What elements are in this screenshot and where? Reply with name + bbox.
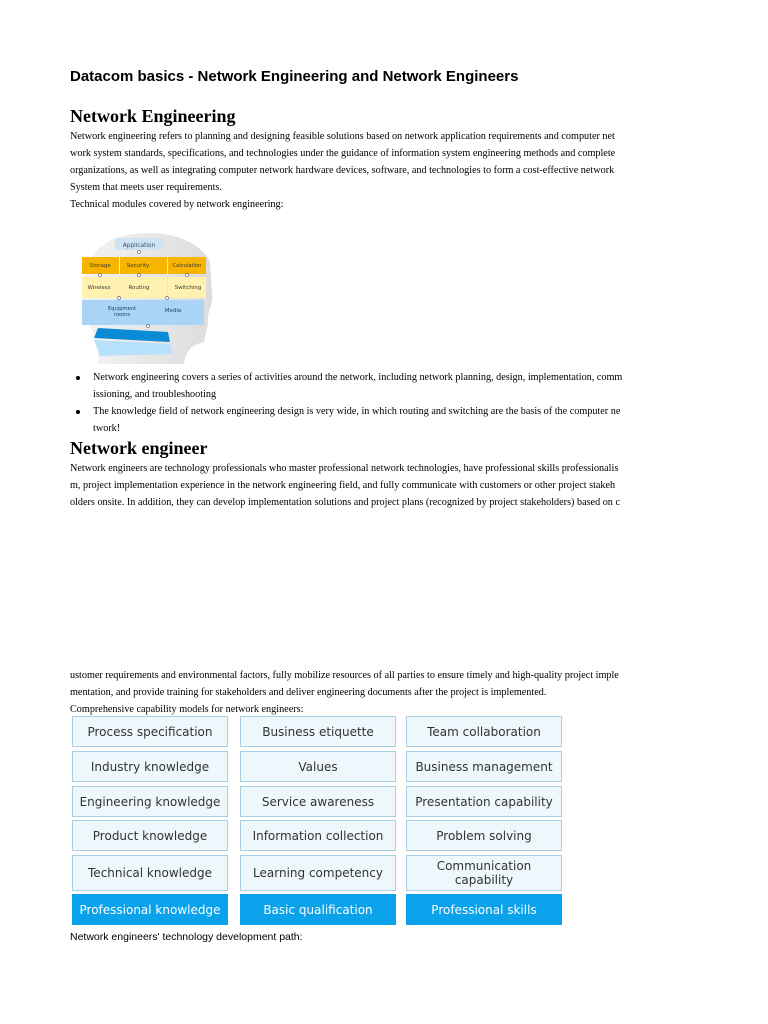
capability-model-grid xyxy=(70,716,564,928)
capability-cell: Presentation capability xyxy=(406,786,562,817)
capability-cell: Industry knowledge xyxy=(72,751,228,782)
figure-label-media: Media xyxy=(164,308,182,314)
paragraph-line: Network engineers are technology professionals who master professional network technologies, have professional skills professionalis xyxy=(70,463,619,474)
list-item xyxy=(70,403,702,437)
capability-cell: Engineering knowledge xyxy=(72,786,228,817)
bullet-line: Network engineering covers a series of activities around the network, including network planning, design, implementation, comm xyxy=(93,372,623,383)
paragraph-line: ustomer requirements and environmental factors, fully mobilize resources of all parties to ensure timely and high-quality project imple xyxy=(70,670,619,681)
figure-label-calculation: Calculation xyxy=(172,263,202,269)
paragraph-line: Network engineering refers to planning and designing feasible solutions based on network application requirements and computer net xyxy=(70,131,615,142)
development-path-caption: Network engineers' technology development path: xyxy=(70,931,303,943)
paragraph-line: Technical modules covered by network engineering: xyxy=(70,199,284,210)
figure-label-switching: Switching xyxy=(174,285,202,291)
paragraph-line: olders onsite. In addition, they can develop implementation solutions and project plans (recognized by project stakeholders) based on c xyxy=(70,497,620,508)
capability-cell: Service awareness xyxy=(240,786,396,817)
network-engineering-paragraph xyxy=(70,128,700,213)
capability-cell: Team collaboration xyxy=(406,716,562,747)
figure-label-storage: Storage xyxy=(89,263,111,269)
paragraph-line: mentation, and provide training for stakeholders and deliver engineering documents after the project is implemented. xyxy=(70,687,547,698)
capability-cell: Product knowledge xyxy=(72,820,228,851)
technical-modules-head-diagram xyxy=(78,232,216,364)
section-heading-network-engineer: Network engineer xyxy=(70,438,208,458)
capability-cell: Professional skills xyxy=(406,894,562,925)
network-engineering-bullets xyxy=(70,369,702,437)
capability-cell: Process specification xyxy=(72,716,228,747)
capability-cell: Learning competency xyxy=(240,855,396,891)
capability-cell: Communication capability xyxy=(406,855,562,891)
figure-label-security: Security xyxy=(126,263,150,269)
document-title: Datacom basics - Network Engineering and Network Engineers xyxy=(70,68,519,85)
paragraph-line: Comprehensive capability models for network engineers: xyxy=(70,704,304,715)
capability-cell: Problem solving xyxy=(406,820,562,851)
paragraph-line: System that meets user requirements. xyxy=(70,182,222,193)
bullet-line: issioning, and troubleshooting xyxy=(93,389,217,400)
paragraph-line: m, project implementation experience in the network engineering field, and fully communicate with customers or other project stakeh xyxy=(70,480,616,491)
figure-label-rooms: rooms xyxy=(113,312,131,318)
figure-label-equipment: Equipment xyxy=(107,306,137,312)
capability-cell: Technical knowledge xyxy=(72,855,228,891)
capability-cell: Business management xyxy=(406,751,562,782)
capability-cell: Business etiquette xyxy=(240,716,396,747)
bullet-line: twork! xyxy=(93,423,121,434)
network-engineer-paragraph-continued xyxy=(70,667,700,718)
capability-cell: Information collection xyxy=(240,820,396,851)
network-engineer-paragraph xyxy=(70,460,700,511)
paragraph-line: work system standards, specifications, and technologies under the guidance of information system engineering methods and complete xyxy=(70,148,616,159)
capability-cell: Basic qualification xyxy=(240,894,396,925)
figure-label-wireless: Wireless xyxy=(87,285,111,291)
paragraph-line: organizations, as well as integrating computer network hardware devices, software, and technologies to form a cost-effective network xyxy=(70,165,615,176)
figure-label-application: Application xyxy=(122,243,156,249)
figure-label-routing: Routing xyxy=(128,285,150,291)
capability-cell: Values xyxy=(240,751,396,782)
list-item xyxy=(70,369,702,403)
capability-cell: Professional knowledge xyxy=(72,894,228,925)
section-heading-network-engineering: Network Engineering xyxy=(70,106,236,126)
bullet-line: The knowledge field of network engineering design is very wide, in which routing and switching are the basis of the computer ne xyxy=(93,406,621,417)
